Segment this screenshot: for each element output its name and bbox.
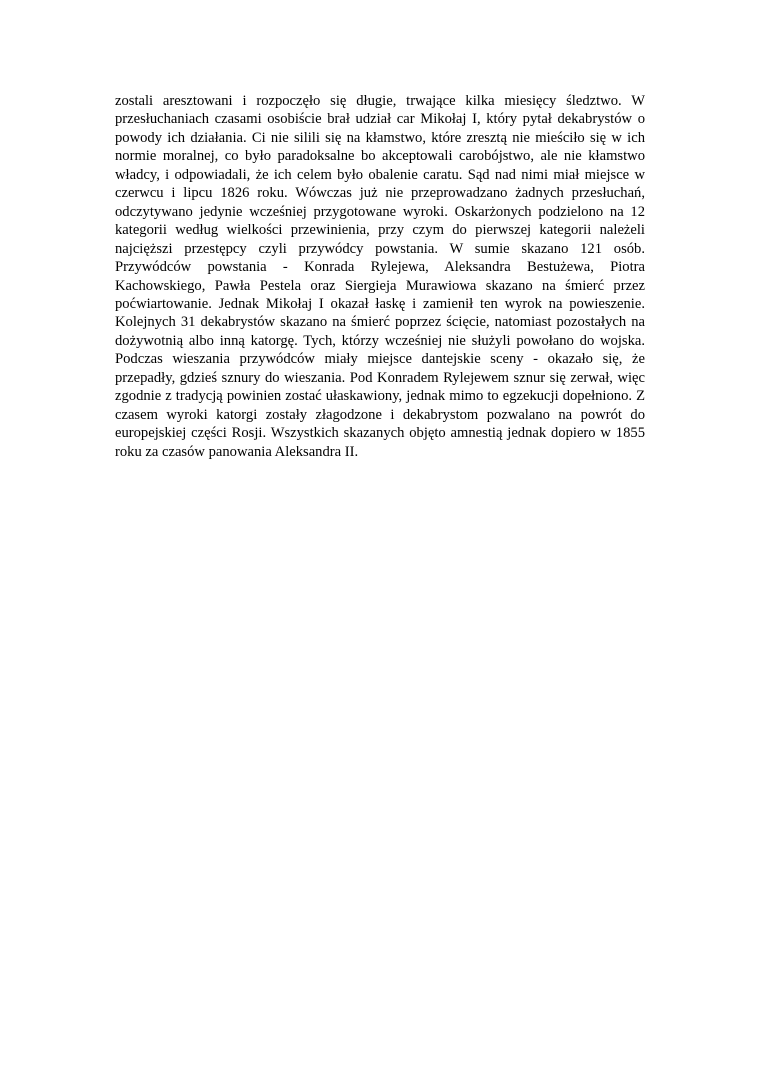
body-paragraph: zostali aresztowani i rozpoczęło się długie, trwające kilka miesięcy śledztwo. W przesłuchaniach czasami osobiście brał udział car Mikołaj I, który pytał dekabrystów o powody ich działania. Ci nie silili się na kłamstwo, które zresztą nie mieściło się w ich normie moralnej, co było paradoksalne bo akceptowali carobójstwo, ale nie kłamstwo władcy, i odpowiadali, że ich celem było obalenie caratu. Sąd nad nimi miał miejsce w czerwcu i lipcu 1826 roku. Wówczas już nie przeprowadzano żadnych przesłuchań, odczytywano jedynie wcześniej przygotowane wyroki. Oskarżonych podzielono na 12 kategorii według wielkości przewinienia, przy czym do pierwszej kategorii należeli najcięższi przestępcy czyli przywódcy powstania. W sumie skazano 121 osób. Przywódców powstania - Konrada Rylejewa, Aleksandra Bestużewa, Piotra Kachowskiego, Pawła Pestela oraz Siergieja Murawiowa skazano na śmierć przez poćwiartowanie. Jednak Mikołaj I okazał łaskę i zamienił ten wyrok na powieszenie. Kolejnych 31 dekabrystów skazano na śmierć poprzez ścięcie, natomiast pozostałych na dożywotnią albo inną katorgę. Tych, którzy wcześniej nie służyli powołano do wojska. Podczas wieszania przywódców miały miejsce dantejskie sceny - okazało się, że przepadły, gdzieś sznury do wieszania. Pod Konradem Rylejewem sznur się zerwał, więc zgodnie z tradycją powinien zostać ułaskawiony, jednak mimo to egzekucji dopełniono. Z czasem wyroki katorgi zostały złagodzone i dekabrystom pozwalano na powrót do europejskiej części Rosji. Wszystkich skazanych objęto amnestią jednak dopiero w 1855 roku za czasów panowania Aleksandra II. bbox=[115, 93, 645, 460]
